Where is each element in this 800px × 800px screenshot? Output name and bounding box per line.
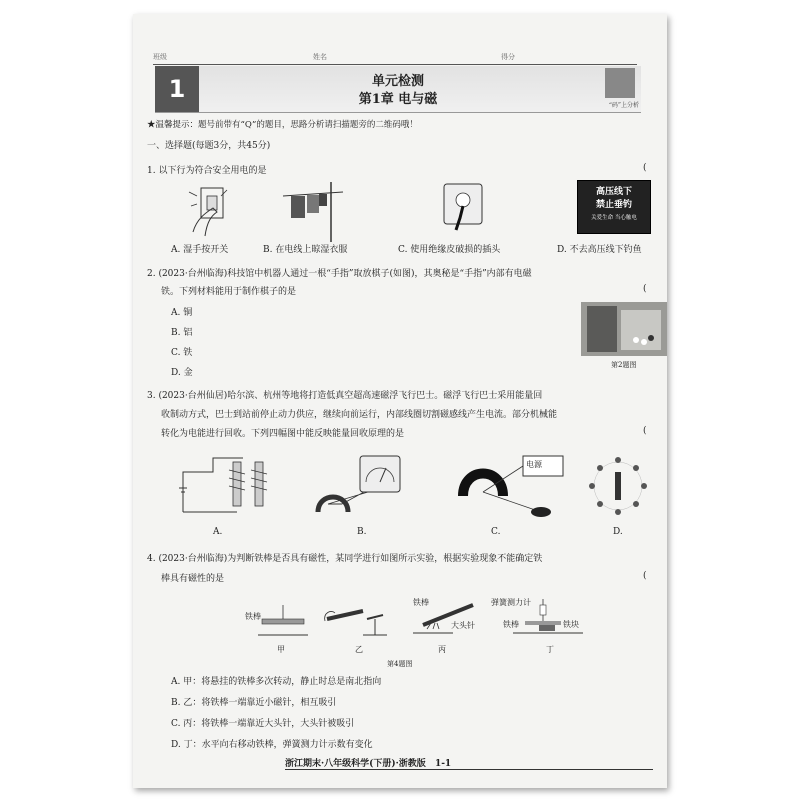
q1-image-a-hand-switch: [183, 182, 243, 242]
unit-number: 1: [155, 66, 199, 112]
tip-text: ★温馨提示：题号前带有“Q”的题目，思路分析请扫描题旁的二维码哦！: [147, 120, 418, 130]
q1-image-c-damaged-plug: [438, 182, 488, 232]
q3-label-c[interactable]: C.: [491, 527, 501, 537]
q3-label-d[interactable]: D.: [613, 527, 623, 537]
q3-fig-b-galvanometer: [308, 452, 408, 522]
q1-image-b-clothes-on-wire: [283, 182, 343, 242]
footer-divider: [285, 769, 653, 770]
q4-label-pin: 大头针: [451, 621, 475, 630]
q2-robot-photo: [581, 302, 667, 356]
worksheet-page: [133, 14, 667, 788]
q4-fig-yi: [323, 599, 393, 639]
q3-paren: (: [643, 426, 647, 436]
q4-label-spring-scale: 弹簧测力计: [491, 598, 531, 607]
q3-fig-d-compass-ring: [588, 452, 648, 522]
q3-stem-line2: 收制动方式，巴士到站前停止动力供应，继续向前运行，内部线圈切割磁感线产生电流。部分机械能: [161, 410, 558, 420]
q2-caption: 第2题图: [611, 361, 637, 369]
header-fields: [153, 52, 637, 65]
q4-option-b[interactable]: B. 乙：将铁棒一端靠近小磁针，相互吸引: [171, 698, 337, 708]
q2-paren: (: [643, 284, 647, 294]
q1-option-a[interactable]: A. 湿手按开关: [171, 245, 229, 255]
q4-option-a[interactable]: A. 甲：将悬挂的铁棒多次转动，静止时总是南北指向: [171, 677, 382, 687]
q2-option-b[interactable]: B. 铝: [171, 328, 193, 338]
q4-sub-ding: 丁: [546, 645, 554, 654]
q1-option-b[interactable]: B. 在电线上晾湿衣服: [263, 245, 348, 255]
q4-label-iron-block: 铁块: [563, 620, 579, 629]
q4-caption: 第4题图: [387, 660, 413, 668]
unit-banner: [155, 66, 641, 113]
q3-label-a[interactable]: A.: [213, 527, 223, 537]
q2-option-a[interactable]: A. 铜: [171, 308, 193, 318]
q4-sub-jia: 甲: [277, 645, 285, 654]
q3-fig-c-magnet-power: [453, 452, 573, 522]
section-heading: 一、选择题(每题3分，共45分): [147, 141, 271, 151]
page-title: 单元检测: [371, 74, 424, 89]
q2-stem-line2: 铁。下列材料能用于制作棋子的是: [161, 287, 297, 297]
q4-option-d[interactable]: D. 丁：水平向右移动铁棒，弹簧测力计示数有变化: [171, 740, 373, 750]
qr-code-icon[interactable]: [605, 68, 635, 98]
q2-option-c[interactable]: C. 铁: [171, 348, 193, 358]
q4-paren: (: [643, 571, 647, 581]
q1-option-c[interactable]: C. 使用绝缘皮破损的插头: [398, 245, 501, 255]
q2-option-d[interactable]: D. 金: [171, 368, 193, 378]
q4-stem-line1: 4. (2023·台州临海)为判断铁棒是否具有磁性，某同学进行如图所示实验，根据实验现象不能确定铁: [147, 554, 543, 564]
q1-option-d[interactable]: D. 不去高压线下钓鱼: [557, 245, 642, 255]
q4-stem-line2: 棒具有磁性的是: [161, 574, 225, 584]
q4-option-c[interactable]: C. 丙：将铁棒一端靠近大头针，大头针被吸引: [171, 719, 355, 729]
q4-sub-yi: 乙: [355, 645, 363, 654]
q1-paren: (: [643, 163, 647, 173]
page-footer: [285, 756, 451, 769]
page-number: 1-1: [434, 759, 452, 769]
q4-fig-jia: [258, 599, 308, 639]
q3-stem-line1: 3. (2023·台州仙居)哈尔滨、杭州等地将打造低真空超高速磁浮飞行巴士。磁浮飞行巴士采用能量回: [147, 391, 543, 401]
q4-label-rod-bing: 铁棒: [413, 598, 429, 607]
q1-image-d-warning-sign: 高压线下 禁止垂钓 关爱生命 当心触电: [577, 180, 651, 234]
q4-sub-bing: 丙: [438, 645, 446, 654]
footer-text: 浙江期末·八年级科学(下册)·浙教版: [285, 759, 426, 769]
q4-label-rod-ding: 铁棒: [503, 620, 519, 629]
q1-stem: 1. 以下行为符合安全用电的是: [147, 166, 267, 176]
score-label: 得分: [501, 53, 515, 61]
q3-stem-line3: 转化为电能进行回收。下列四幅图中能反映能量回收原理的是: [161, 429, 405, 439]
name-label: 姓名: [313, 53, 327, 61]
q3-label-b[interactable]: B.: [357, 527, 367, 537]
q4-label-rod-jia: 铁棒: [245, 612, 261, 621]
class-label: 班级: [153, 53, 167, 61]
q3-fig-a-electromagnets: [173, 452, 273, 522]
q2-stem-line1: 2. (2023·台州临海)科技馆中机器人通过一根“手指”取放棋子(如图)，其奥秘是“手指”内部有电磁: [147, 269, 532, 279]
qr-label: “码”上分析: [608, 102, 639, 109]
q3-power-label: 电源: [526, 460, 542, 469]
chapter-title: 第1章 电与磁: [358, 92, 438, 107]
